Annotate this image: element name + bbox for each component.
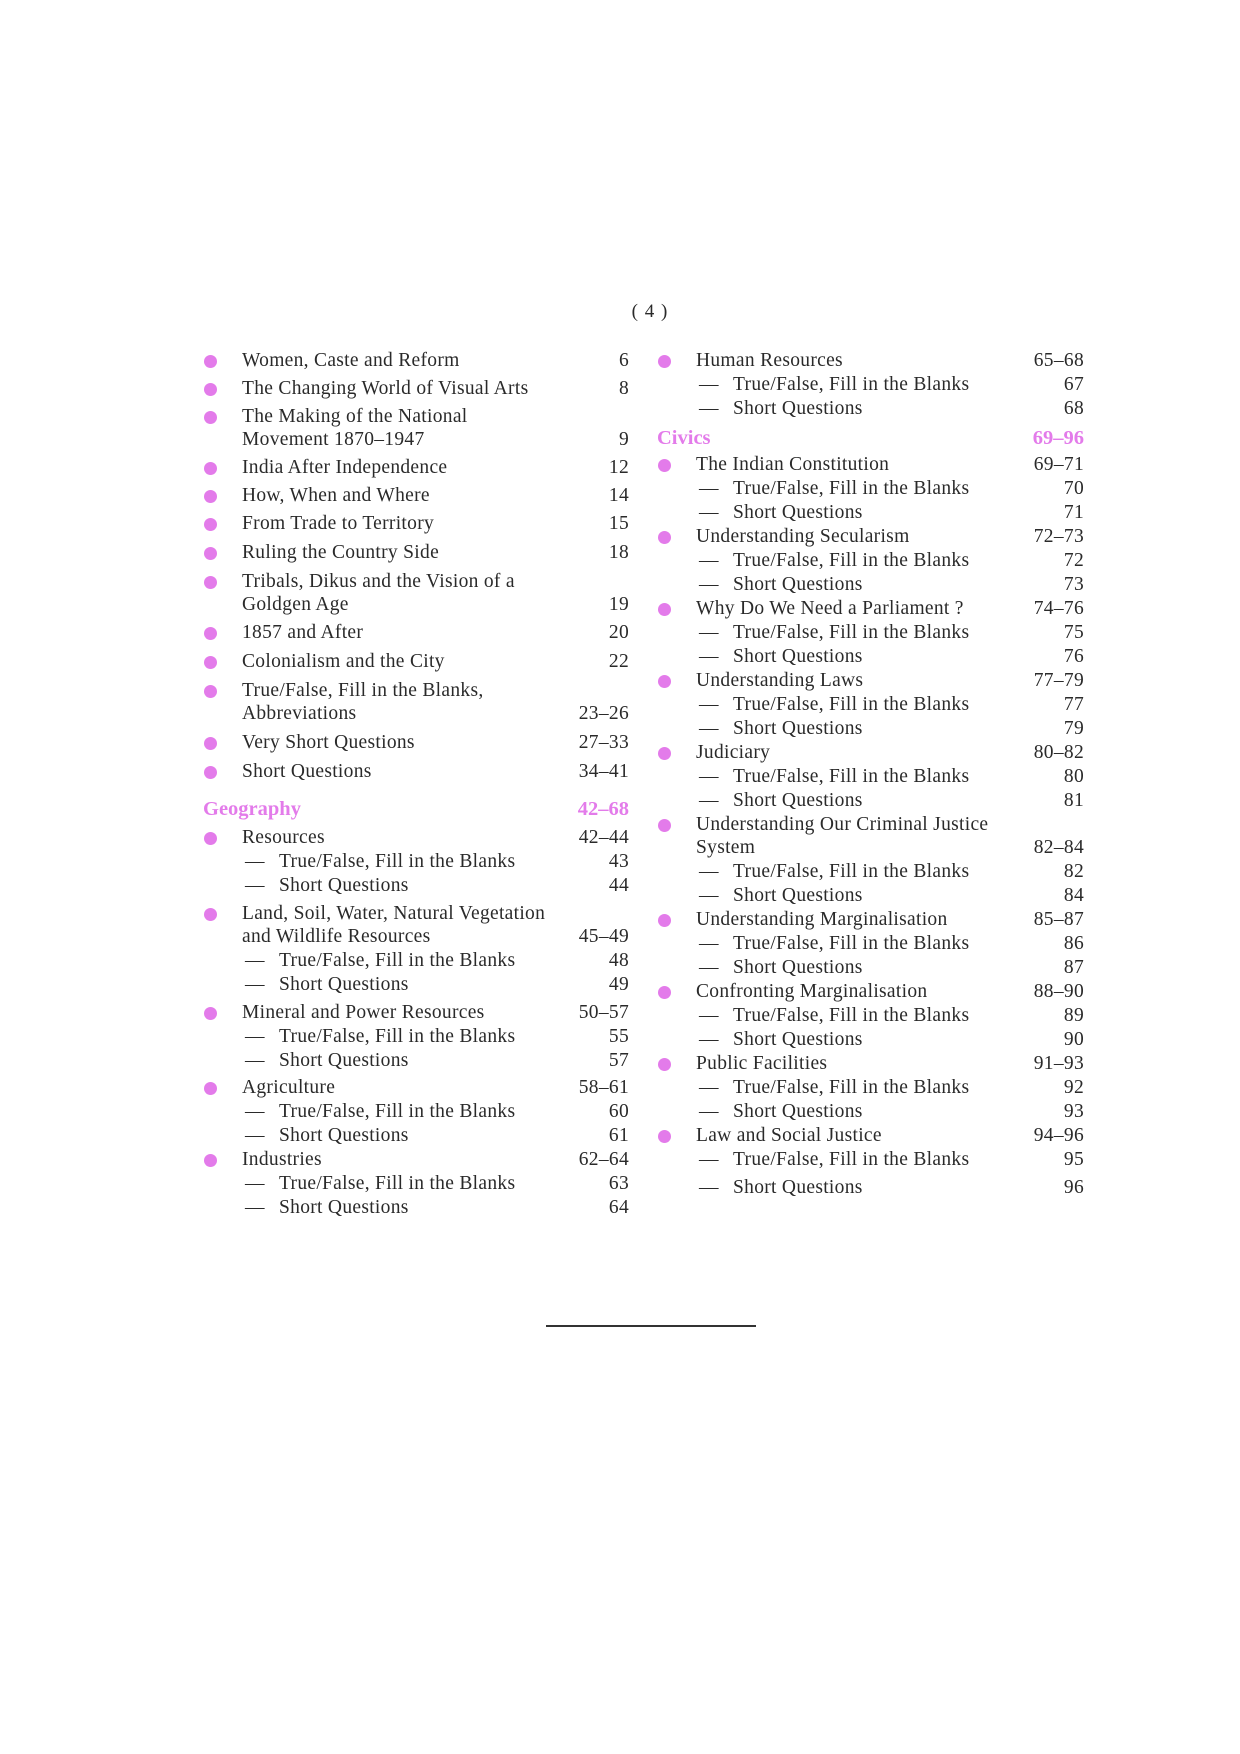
dash-marker: — <box>699 694 719 715</box>
entry-title: How, When and Where <box>242 485 430 506</box>
entry-pages: 49 <box>608 974 629 995</box>
toc-sub-entry <box>657 693 1084 716</box>
bullet-icon <box>658 1058 671 1071</box>
entry-pages: 60 <box>608 1101 629 1122</box>
bullet-icon <box>658 819 671 832</box>
entry-title: Short Questions <box>279 875 409 896</box>
entry-pages: 88–90 <box>1033 981 1084 1002</box>
entry-title: Public Facilities <box>696 1053 828 1074</box>
toc-entry <box>203 650 629 673</box>
entry-pages: 80–82 <box>1033 742 1084 763</box>
toc-entry <box>657 525 1084 548</box>
toc-sub-entry <box>657 1028 1084 1051</box>
section-heading <box>203 797 629 821</box>
dash-marker: — <box>699 478 719 499</box>
entry-title: True/False, Fill in the Blanks <box>733 766 970 787</box>
entry-title: The Indian Constitution <box>696 454 890 475</box>
toc-sub-entry <box>657 645 1084 668</box>
entry-title: Short Questions <box>733 885 863 906</box>
entry-pages: 58–61 <box>578 1077 629 1098</box>
entry-pages: 6 <box>618 350 629 371</box>
entry-title: True/False, Fill in the Blanks <box>733 1077 970 1098</box>
toc-entry <box>657 980 1084 1003</box>
entry-title: Resources <box>242 827 325 848</box>
toc-entry <box>657 908 1084 931</box>
bullet-icon <box>204 908 217 921</box>
toc-sub-entry <box>657 397 1084 420</box>
entry-title: Short Questions <box>279 974 409 995</box>
entry-title: True/False, Fill in the Blanks <box>279 950 516 971</box>
entry-pages: 48 <box>608 950 629 971</box>
entry-title: The Making of the National Movement 1870–1947 <box>242 406 468 450</box>
entry-pages: 71 <box>1063 502 1084 523</box>
entry-pages: 77 <box>1063 694 1084 715</box>
entry-title: Very Short Questions <box>242 732 415 753</box>
entry-pages: 96 <box>1063 1177 1084 1198</box>
toc-sub-entry <box>657 477 1084 500</box>
entry-title: Short Questions <box>279 1197 409 1218</box>
entry-pages: 70 <box>1063 478 1084 499</box>
entry-title: Human Resources <box>696 350 843 371</box>
bullet-icon <box>204 685 217 698</box>
entry-title: True/False, Fill in the Blanks <box>733 374 970 395</box>
entry-title: Ruling the Country Side <box>242 542 440 563</box>
entry-pages: 57 <box>608 1050 629 1071</box>
entry-pages: 86 <box>1063 933 1084 954</box>
bullet-icon <box>204 1154 217 1167</box>
entry-title: True/False, Fill in the Blanks <box>733 550 970 571</box>
toc-entry <box>657 349 1084 372</box>
toc-sub-entry <box>203 1196 629 1219</box>
dash-marker: — <box>699 718 719 739</box>
entry-title: Short Questions <box>733 1177 863 1198</box>
bullet-icon <box>204 832 217 845</box>
entry-pages: 22 <box>608 651 629 672</box>
entry-pages: 90 <box>1063 1029 1084 1050</box>
dash-marker: — <box>245 1026 265 1047</box>
bullet-icon <box>658 986 671 999</box>
entry-title: Women, Caste and Reform <box>242 350 460 371</box>
toc-sub-entry <box>657 884 1084 907</box>
bullet-icon <box>204 383 217 396</box>
toc-right-column <box>657 349 1084 1199</box>
entry-title: Understanding Secularism <box>696 526 910 547</box>
entry-title: Confronting Marginalisation <box>696 981 928 1002</box>
entry-pages: 69–71 <box>1033 454 1084 475</box>
dash-marker: — <box>245 1050 265 1071</box>
dash-marker: — <box>699 790 719 811</box>
entry-pages: 69–96 <box>1032 427 1084 449</box>
dash-marker: — <box>699 1005 719 1026</box>
entry-title: True/False, Fill in the Blanks <box>733 861 970 882</box>
dash-marker: — <box>699 1029 719 1050</box>
entry-pages: 89 <box>1063 1005 1084 1026</box>
dash-marker: — <box>699 550 719 571</box>
bullet-icon <box>204 462 217 475</box>
toc-sub-entry <box>657 1076 1084 1099</box>
entry-title: True/False, Fill in the Blanks <box>733 694 970 715</box>
entry-pages: 62–64 <box>578 1149 629 1170</box>
bullet-icon <box>204 1007 217 1020</box>
entry-pages: 18 <box>608 542 629 563</box>
toc-sub-entry <box>657 1148 1084 1171</box>
toc-sub-entry <box>657 932 1084 955</box>
bullet-icon <box>658 747 671 760</box>
toc-entry <box>203 405 629 451</box>
toc-sub-entry <box>203 1124 629 1147</box>
entry-title: True/False, Fill in the Blanks <box>733 478 970 499</box>
entry-pages: 76 <box>1063 646 1084 667</box>
entry-title: Short Questions <box>733 398 863 419</box>
toc-entry <box>203 349 629 372</box>
page-number: ( 4 ) <box>631 301 669 322</box>
toc-entry <box>203 760 629 783</box>
entry-pages: 84 <box>1063 885 1084 906</box>
entry-title: Short Questions <box>279 1050 409 1071</box>
entry-title: Civics <box>657 427 711 449</box>
dash-marker: — <box>699 957 719 978</box>
entry-title: Short Questions <box>242 761 372 782</box>
entry-title: Short Questions <box>733 718 863 739</box>
dash-marker: — <box>699 574 719 595</box>
entry-title: Understanding Marginalisation <box>696 909 948 930</box>
entry-title: Short Questions <box>279 1125 409 1146</box>
entry-pages: 64 <box>608 1197 629 1218</box>
bullet-icon <box>658 675 671 688</box>
entry-title: Land, Soil, Water, Natural Vegetation and Wildlife Resources <box>242 903 546 947</box>
entry-title: True/False, Fill in the Blanks <box>279 851 516 872</box>
toc-entry <box>203 456 629 479</box>
toc-entry <box>203 826 629 849</box>
dash-marker: — <box>699 622 719 643</box>
toc-sub-entry <box>203 874 629 897</box>
bullet-icon <box>204 656 217 669</box>
bullet-icon <box>658 531 671 544</box>
toc-sub-entry <box>203 1049 629 1072</box>
toc-sub-entry <box>657 549 1084 572</box>
bullet-icon <box>658 355 671 368</box>
toc-sub-entry <box>203 949 629 972</box>
toc-sub-entry <box>657 717 1084 740</box>
entry-pages: 85–87 <box>1033 909 1084 930</box>
dash-marker: — <box>245 950 265 971</box>
entry-pages: 75 <box>1063 622 1084 643</box>
entry-title: True/False, Fill in the Blanks <box>279 1101 516 1122</box>
toc-sub-entry <box>657 573 1084 596</box>
entry-pages: 67 <box>1063 374 1084 395</box>
bullet-icon <box>204 737 217 750</box>
bullet-icon <box>204 518 217 531</box>
entry-pages: 92 <box>1063 1077 1084 1098</box>
toc-entry <box>203 1076 629 1099</box>
entry-pages: 44 <box>608 875 629 896</box>
entry-pages: 73 <box>1063 574 1084 595</box>
bullet-icon <box>204 576 217 589</box>
entry-title: Industries <box>242 1149 322 1170</box>
toc-entry <box>203 902 629 948</box>
dash-marker: — <box>699 933 719 954</box>
toc-left-column <box>203 349 629 1219</box>
entry-title: Tribals, Dikus and the Vision of a Goldgen Age <box>242 571 515 615</box>
bullet-icon <box>204 355 217 368</box>
toc-sub-entry <box>657 1100 1084 1123</box>
toc-entry <box>657 597 1084 620</box>
toc-entry <box>203 541 629 564</box>
toc-entry <box>203 484 629 507</box>
toc-entry <box>203 731 629 754</box>
entry-title: Short Questions <box>733 1029 863 1050</box>
entry-pages: 79 <box>1063 718 1084 739</box>
bottom-rule <box>546 1325 756 1327</box>
entry-title: Short Questions <box>733 790 863 811</box>
toc-entry <box>203 512 629 535</box>
dash-marker: — <box>699 1149 719 1170</box>
entry-title: True/False, Fill in the Blanks <box>279 1026 516 1047</box>
entry-pages: 9 <box>618 429 629 450</box>
entry-title: True/False, Fill in the Blanks <box>733 622 970 643</box>
entry-pages: 19 <box>608 594 629 615</box>
toc-sub-entry <box>203 850 629 873</box>
bullet-icon <box>204 547 217 560</box>
entry-pages: 65–68 <box>1033 350 1084 371</box>
entry-title: Understanding Our Criminal Justice System <box>696 814 989 858</box>
toc-entry <box>203 679 629 725</box>
entry-pages: 82–84 <box>1033 837 1084 858</box>
toc-entry <box>203 621 629 644</box>
bullet-icon <box>204 1082 217 1095</box>
toc-entry <box>657 813 1084 859</box>
entry-title: India After Independence <box>242 457 448 478</box>
toc-sub-entry <box>203 1025 629 1048</box>
entry-title: From Trade to Territory <box>242 513 435 534</box>
dash-marker: — <box>699 885 719 906</box>
entry-title: True/False, Fill in the Blanks <box>733 933 970 954</box>
entry-pages: 81 <box>1063 790 1084 811</box>
toc-entry <box>203 1148 629 1171</box>
dash-marker: — <box>245 1197 265 1218</box>
dash-marker: — <box>699 1077 719 1098</box>
entry-pages: 42–44 <box>578 827 629 848</box>
entry-pages: 68 <box>1063 398 1084 419</box>
bullet-icon <box>658 914 671 927</box>
dash-marker: — <box>245 1101 265 1122</box>
entry-title: Short Questions <box>733 646 863 667</box>
toc-sub-entry <box>657 501 1084 524</box>
entry-pages: 94–96 <box>1033 1125 1084 1146</box>
entry-title: Mineral and Power Resources <box>242 1002 485 1023</box>
entry-pages: 80 <box>1063 766 1084 787</box>
entry-title: True/False, Fill in the Blanks, Abbreviations <box>242 680 484 724</box>
entry-title: 1857 and After <box>242 622 364 643</box>
entry-pages: 34–41 <box>578 761 629 782</box>
entry-pages: 93 <box>1063 1101 1084 1122</box>
bullet-icon <box>204 490 217 503</box>
entry-pages: 12 <box>608 457 629 478</box>
dash-marker: — <box>699 374 719 395</box>
entry-pages: 20 <box>608 622 629 643</box>
toc-entry <box>657 1124 1084 1147</box>
toc-entry <box>203 1001 629 1024</box>
toc-sub-entry <box>657 373 1084 396</box>
dash-marker: — <box>245 875 265 896</box>
toc-sub-entry <box>657 1004 1084 1027</box>
entry-title: True/False, Fill in the Blanks <box>733 1005 970 1026</box>
toc-entry <box>657 741 1084 764</box>
entry-pages: 14 <box>608 485 629 506</box>
bullet-icon <box>204 627 217 640</box>
entry-title: Short Questions <box>733 574 863 595</box>
entry-pages: 8 <box>618 378 629 399</box>
bullet-icon <box>658 603 671 616</box>
entry-pages: 55 <box>608 1026 629 1047</box>
entry-title: Agriculture <box>242 1077 336 1098</box>
entry-pages: 72 <box>1063 550 1084 571</box>
entry-title: Short Questions <box>733 957 863 978</box>
dash-marker: — <box>245 851 265 872</box>
dash-marker: — <box>699 502 719 523</box>
dash-marker: — <box>699 1101 719 1122</box>
entry-pages: 42–68 <box>577 798 629 820</box>
entry-pages: 77–79 <box>1033 670 1084 691</box>
entry-title: Why Do We Need a Parliament ? <box>696 598 964 619</box>
toc-entry <box>203 570 629 616</box>
entry-title: True/False, Fill in the Blanks <box>733 1149 970 1170</box>
bullet-icon <box>658 459 671 472</box>
toc-sub-entry <box>203 1100 629 1123</box>
entry-pages: 50–57 <box>578 1002 629 1023</box>
toc-sub-entry <box>203 973 629 996</box>
toc-entry <box>203 377 629 400</box>
entry-title: The Changing World of Visual Arts <box>242 378 529 399</box>
entry-title: Colonialism and the City <box>242 651 445 672</box>
toc-entry <box>657 1052 1084 1075</box>
toc-sub-entry <box>657 1176 1084 1199</box>
toc-sub-entry <box>203 1172 629 1195</box>
entry-title: True/False, Fill in the Blanks <box>279 1173 516 1194</box>
bullet-icon <box>204 766 217 779</box>
entry-pages: 45–49 <box>578 926 629 947</box>
entry-pages: 43 <box>608 851 629 872</box>
dash-marker: — <box>699 1177 719 1198</box>
dash-marker: — <box>699 861 719 882</box>
section-heading <box>657 426 1084 450</box>
entry-pages: 72–73 <box>1033 526 1084 547</box>
dash-marker: — <box>245 1173 265 1194</box>
entry-pages: 87 <box>1063 957 1084 978</box>
toc-sub-entry <box>657 789 1084 812</box>
entry-pages: 15 <box>608 513 629 534</box>
dash-marker: — <box>699 398 719 419</box>
entry-pages: 95 <box>1063 1149 1084 1170</box>
dash-marker: — <box>699 766 719 787</box>
toc-sub-entry <box>657 765 1084 788</box>
entry-pages: 61 <box>608 1125 629 1146</box>
toc-sub-entry <box>657 860 1084 883</box>
entry-title: Short Questions <box>733 1101 863 1122</box>
dash-marker: — <box>245 1125 265 1146</box>
bullet-icon <box>204 411 217 424</box>
entry-pages: 74–76 <box>1033 598 1084 619</box>
entry-pages: 27–33 <box>578 732 629 753</box>
entry-title: Understanding Laws <box>696 670 864 691</box>
dash-marker: — <box>245 974 265 995</box>
toc-sub-entry <box>657 621 1084 644</box>
entry-pages: 82 <box>1063 861 1084 882</box>
entry-title: Judiciary <box>696 742 771 763</box>
entry-title: Law and Social Justice <box>696 1125 882 1146</box>
toc-entry <box>657 669 1084 692</box>
toc-sub-entry <box>657 956 1084 979</box>
toc-entry <box>657 453 1084 476</box>
entry-title: Geography <box>203 798 301 820</box>
entry-pages: 63 <box>608 1173 629 1194</box>
entry-pages: 23–26 <box>578 703 629 724</box>
dash-marker: — <box>699 646 719 667</box>
entry-title: Short Questions <box>733 502 863 523</box>
entry-pages: 91–93 <box>1033 1053 1084 1074</box>
bullet-icon <box>658 1130 671 1143</box>
